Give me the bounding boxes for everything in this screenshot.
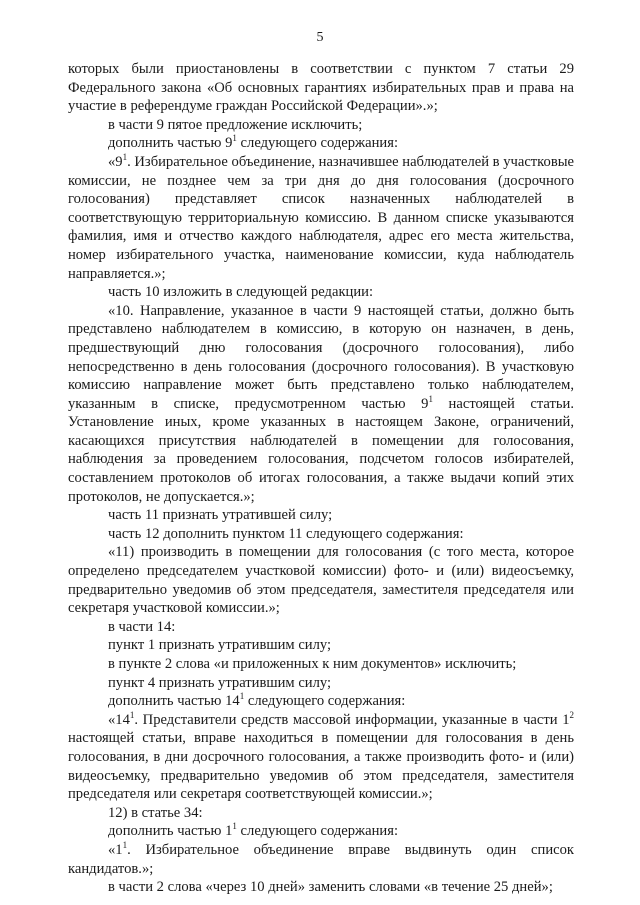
- paragraph-11: пункт 1 признать утратившим силу;: [108, 637, 332, 654]
- text: дополнить частью 1: [108, 823, 233, 840]
- text: дополнить частью 9: [108, 135, 233, 152]
- superscript: 1: [239, 691, 245, 702]
- superscript: 1: [122, 840, 128, 851]
- text: . Представители средств массовой информации, указанные в части 1: [134, 711, 570, 728]
- text: «1: [108, 841, 123, 858]
- superscript: 1: [129, 709, 135, 720]
- paragraph-10: в части 14:: [108, 618, 176, 635]
- superscript: 1: [428, 393, 433, 404]
- paragraph-14: [68, 692, 574, 711]
- paragraph-8: часть 12 дополнить пунктом 11 следующего содержания:: [108, 525, 464, 542]
- paragraph-17: [68, 822, 574, 841]
- paragraph-7: часть 11 признать утратившей силу;: [108, 507, 333, 524]
- page-number: 5: [316, 30, 324, 45]
- paragraph-15: [68, 711, 574, 804]
- superscript: 2: [569, 709, 574, 720]
- paragraph-6: [68, 302, 574, 507]
- paragraph-12: в пункте 2 слова «и приложенных к ним документов» исключить;: [108, 656, 517, 672]
- text: . Избирательное объединение, назначившее наблюдателей в участковые комиссии, не позднее чем за три дня до дня голосования (досрочного голосования) представляет список назначенных наблюдателей в соответствующую территориальную комиссию. В данном списке указываются фамилия, имя и отчество каждого наблюдателя, адрес его места жительства, номер избирательного участка, наименование комиссии, куда наблюдатель направляется.»;: [68, 153, 574, 282]
- text: «10. Направление, указанное в части 9 настоящей статьи, должно быть представлено наблюдателем в комиссию, в которую он назначен, в день, предшествующий дню голосования (досрочного голосования), либо непосредственно в день голосования (досрочного голосования). В участковую комиссию направление может быть представлено только наблюдателем, указанным в списке, предусмотренном частью 9: [68, 302, 574, 412]
- text: дополнить частью 14: [108, 693, 240, 710]
- paragraph-13: пункт 4 признать утратившим силу;: [108, 674, 332, 691]
- text: следующего содержания:: [236, 823, 399, 840]
- superscript: 1: [232, 133, 237, 144]
- paragraph-9: «11) производить в помещении для голосования (с того места, которое определено председателем участковой комиссии) фото- и (или) видеосъемку, предварительно уведомив об этом председателя, заместителя председателя или секретаря участковой комиссии.»;: [68, 544, 574, 617]
- text: . Избирательное объединение вправе выдвинуть один список кандидатов.»;: [68, 841, 574, 877]
- paragraph-3: [68, 134, 574, 153]
- text: настоящей статьи. Установление иных, кроме указанных в настоящем Законе, ограничений, касающихся присутствия наблюдателей в помещении для голосования, наблюдения за проведением голосования, подсчетом голосов избирателей, составлением протоколов об итогах голосования, а также выдачи копий этих протоколов, не допускается.»;: [68, 395, 574, 505]
- paragraph-5: часть 10 изложить в следующей редакции:: [108, 284, 374, 301]
- paragraph-2: в части 9 пятое предложение исключить;: [108, 116, 363, 133]
- paragraph-19: в части 2 слова «через 10 дней» заменить словами «в течение 25 дней»;: [108, 879, 553, 896]
- text: следующего содержания:: [236, 135, 399, 152]
- superscript: 1: [122, 152, 128, 163]
- text: следующего содержания:: [244, 693, 406, 710]
- paragraph-18: [68, 841, 574, 878]
- paragraph-1: которых были приостановлены в соответствии с пунктом 7 статьи 29 Федерального закона «Об основных гарантиях избирательных прав и права на участие в референдуме граждан Российской Федерации».»;: [68, 61, 574, 115]
- text: «14: [108, 711, 130, 728]
- paragraph-4: [68, 153, 574, 283]
- document-body: [68, 60, 574, 897]
- text: «9: [108, 153, 123, 170]
- paragraph-16: 12) в статье 34:: [108, 804, 203, 821]
- superscript: 1: [232, 821, 237, 832]
- text: настоящей статьи, вправе находиться в помещении для голосования в день голосования, в дни досрочного голосования, а также производить фото- и (или) видеосъемку, предварительно уведомив об этом председателя, заместителя председателя или секретаря соответствующей комиссии.»;: [68, 730, 574, 803]
